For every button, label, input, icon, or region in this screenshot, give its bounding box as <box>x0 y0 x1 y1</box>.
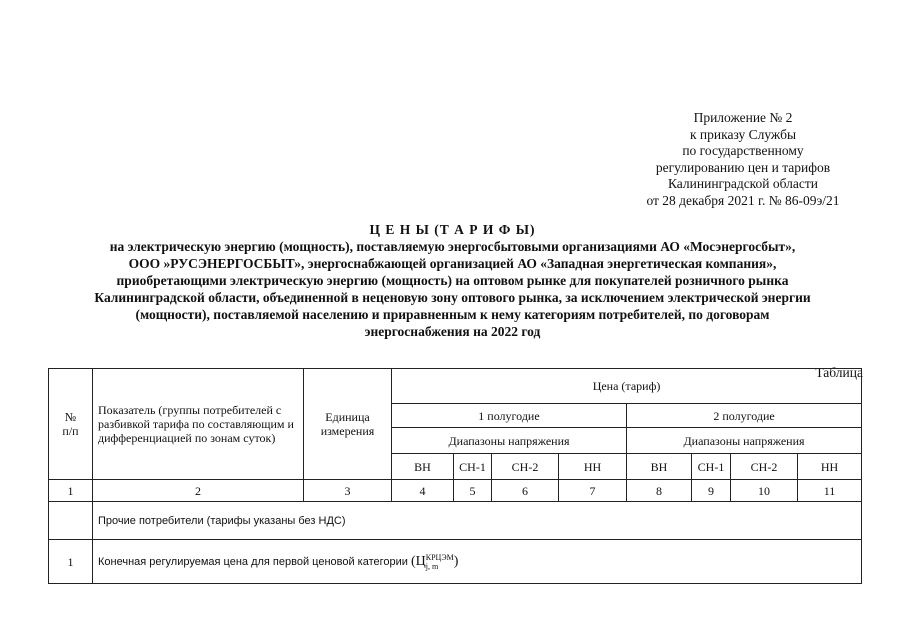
price-formula: (Ц КРЦЭМ j, m ) <box>410 552 459 571</box>
appendix-line: по государственному <box>682 143 804 158</box>
header-level-sn2: СН-2 <box>731 454 798 480</box>
subtitle-line: приобретающими электрическую энергию (мощность) на оптовом рынке для покупателей розничного рынка <box>116 273 789 288</box>
appendix-block <box>623 110 863 209</box>
header-voltage-2: Диапазоны напряжения <box>627 428 862 454</box>
document-subtitle <box>40 238 865 340</box>
column-number: 4 <box>392 480 454 502</box>
header-number <box>49 369 93 480</box>
appendix-line: Калининградской области <box>667 176 819 191</box>
header-level-vn: ВН <box>392 454 454 480</box>
header-indicator: Показатель (группы потребителей с разбивкой тарифа по составляющим и дифференциацией по зонам суток) <box>93 369 304 480</box>
column-number: 11 <box>798 480 862 502</box>
column-number: 5 <box>454 480 492 502</box>
appendix-line: Приложение № 2 <box>693 110 793 125</box>
column-number: 3 <box>304 480 392 502</box>
column-number: 8 <box>627 480 692 502</box>
header-number-line2: п/п <box>62 424 79 438</box>
header-level-sn2: СН-2 <box>492 454 559 480</box>
formula-superscript: КРЦЭМ <box>425 552 454 562</box>
header-half-2: 2 полугодие <box>627 404 862 428</box>
appendix-line: к приказу Службы <box>689 126 797 142</box>
header-unit <box>304 369 392 480</box>
header-level-nn: НН <box>798 454 862 480</box>
tariff-table <box>48 368 862 584</box>
header-level-vn: ВН <box>627 454 692 480</box>
formula-symbol: Ц <box>415 553 426 569</box>
formula-indices <box>426 553 454 571</box>
appendix-line: регулированию цен и тарифов <box>655 159 831 175</box>
subtitle-line: ООО »РУСЭНЕРГОСБЫТ», энергоснабжающей организацией АО «Западная энергетическая компания», <box>128 256 777 271</box>
header-unit-line1: Единица <box>325 410 370 424</box>
row-label-cell <box>93 540 862 584</box>
column-number: 2 <box>93 480 304 502</box>
header-half-1: 1 полугодие <box>392 404 627 428</box>
appendix-line: от 28 декабря 2021 г. № 86-09э/21 <box>646 192 840 208</box>
header-unit-line2: измерения <box>320 424 375 438</box>
subtitle-line: (мощности), поставляемой населению и приравненным к нему категориям потребителей, по договорам <box>135 307 770 322</box>
subtitle-line: на электрическую энергию (мощность), поставляемую энергосбытовыми организациями АО «Мосэнергосбыт», <box>109 239 796 254</box>
header-level-sn1: СН-1 <box>692 454 731 480</box>
row-number: 1 <box>49 540 93 584</box>
column-number: 6 <box>492 480 559 502</box>
column-number: 1 <box>49 480 93 502</box>
column-number: 9 <box>692 480 731 502</box>
other-consumers-label: Прочие потребители (тарифы указаны без НДС) <box>93 502 862 540</box>
other-consumers-number-cell <box>49 502 93 540</box>
subtitle-line: Калининградской области, объединенной в неценовую зону оптового рынка, за исключением электрической энергии <box>94 290 811 305</box>
header-level-nn: НН <box>559 454 627 480</box>
column-number: 7 <box>559 480 627 502</box>
header-number-line1: № <box>64 410 77 424</box>
table-caption: Таблица <box>815 365 863 380</box>
document-title: Ц Е Н Ы (Т А Р И Ф Ы) <box>369 222 536 237</box>
header-price: Цена (тариф) <box>392 369 862 404</box>
formula-subscript: j, m <box>425 561 439 571</box>
column-number: 10 <box>731 480 798 502</box>
header-voltage-1: Диапазоны напряжения <box>392 428 627 454</box>
row-label: Конечная регулируемая цена для первой ценовой категории <box>98 555 408 568</box>
header-level-sn1: СН-1 <box>454 454 492 480</box>
subtitle-line: энергоснабжения на 2022 год <box>364 324 541 339</box>
